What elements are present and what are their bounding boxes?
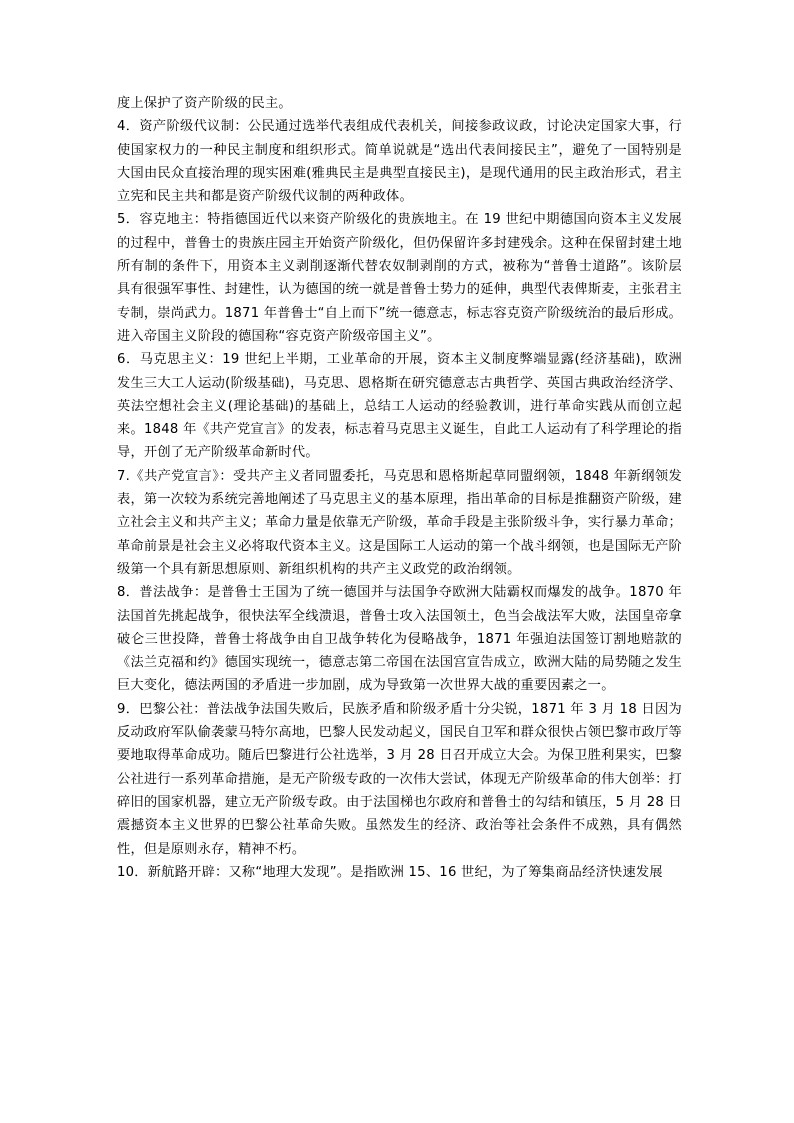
- paragraph-paris-commune: 9．巴黎公社：普法战争法国失败后，民族矛盾和阶级矛盾十分尖锐，1871 年 3 月 18 日因为反动政府军队偷袭蒙马特尔高地，巴黎人民发动起义，国民自卫军和群众很快占领巴黎市政厅等要地取得革命成功。随后巴黎进行公社选举，3 月 28 日召开成立大会。为保卫胜利果实，巴黎公社进行一系列革命措施，是无产阶级专政的一次伟大尝试，体现无产阶级革命的伟大创举：打碎旧的国家机器，建立无产阶级专政。由于法国梯也尔政府和普鲁士的勾结和镇压，5 月 28 日震撼资本主义世界的巴黎公社革命失败。虽然发生的经济、政治等社会条件不成熟，具有偶然性，但是原则永存，精神不朽。: [117, 701, 682, 857]
- document-page: [117, 92, 682, 884]
- paragraph-new-sea-routes: 10．新航路开辟：又称“地理大发现”。是指欧洲 15、16 世纪，为了筹集商品经济快速发展: [117, 864, 663, 880]
- paragraph-marxism: 6．马克思主义：19 世纪上半期，工业革命的开展，资本主义制度弊端显露(经济基础)，欧洲发生三大工人运动(阶级基础)，马克思、恩格斯在研究德意志古典哲学、英国古典政治经济学、英法空想社会主义(理论基础)的基础上，总结工人运动的经验教训，进行革命实践从而创立起来。1848 年《共产党宣言》的发表，标志着马克思主义诞生，自此工人运动有了科学理论的指导，开创了无产阶级革命新时代。: [117, 352, 682, 461]
- paragraph-continuation: 度上保护了资产阶级的民主。: [117, 96, 292, 111]
- paragraph-bourgeois-representative-system: 4．资产阶级代议制：公民通过选举代表组成代表机关，间接参政议政，讨论决定国家大事，行使国家权力的一种民主制度和组织形式。简单说就是“选出代表间接民主”，避免了一国特别是大国由民众直接治理的现实困难(雅典民主是典型直接民主)，是现代通用的民主政治形式，君主立宪和民主共和都是资产阶级代议制的两种政体。: [117, 119, 682, 205]
- paragraph-communist-manifesto: 7.《共产党宣言》：受共产主义者同盟委托，马克思和恩格斯起草同盟纲领，1848 年新纲领发表，第一次较为系统完善地阐述了马克思主义的基本原理，指出革命的目标是推翻资产阶级，建立社会主义和共产主义；革命力量是依靠无产阶级，革命手段是主张阶级斗争，实行暴力革命；革命前景是社会主义必将取代资本主义。这是国际工人运动的第一个战斗纲领，也是国际无产阶级第一个具有新思想原则、新组织机构的共产主义政党的政治纲领。: [117, 468, 682, 577]
- paragraph-junker-landlord: 5．容克地主：特指德国近代以来资产阶级化的贵族地主。在 19 世纪中期德国向资本主义发展的过程中，普鲁士的贵族庄园主开始资产阶级化，但仍保留许多封建残余。这种在保留封建土地所有制的条件下，用资本主义剥削逐渐代替农奴制剥削的方式，被称为“普鲁士道路”。该阶层具有很强军事性、封建性，认为德国的统一就是普鲁士势力的延伸，典型代表俾斯麦，主张君主专制，崇尚武力。1871 年普鲁士“自上而下”统一德意志，标志容克资产阶级统治的最后形成。进入帝国主义阶段的德国称“容克资产阶级帝国主义”。: [117, 212, 682, 344]
- paragraph-franco-prussian-war: 8．普法战争：是普鲁士王国为了统一德国并与法国争夺欧洲大陆霸权而爆发的战争。1870 年法国首先挑起战争，很快法军全线溃退，普鲁士攻入法国领土，色当会战法军大败，法国皇帝拿破仑三世投降，普鲁士将战争由自卫战争转化为侵略战争，1871 年强迫法国签订割地赔款的《法兰克福和约》德国实现统一，德意志第二帝国在法国宫宣告成立，欧洲大陆的局势随之发生巨大变化，德法两国的矛盾进一步加剧，成为导致第一次世界大战的重要因素之一。: [117, 585, 682, 694]
